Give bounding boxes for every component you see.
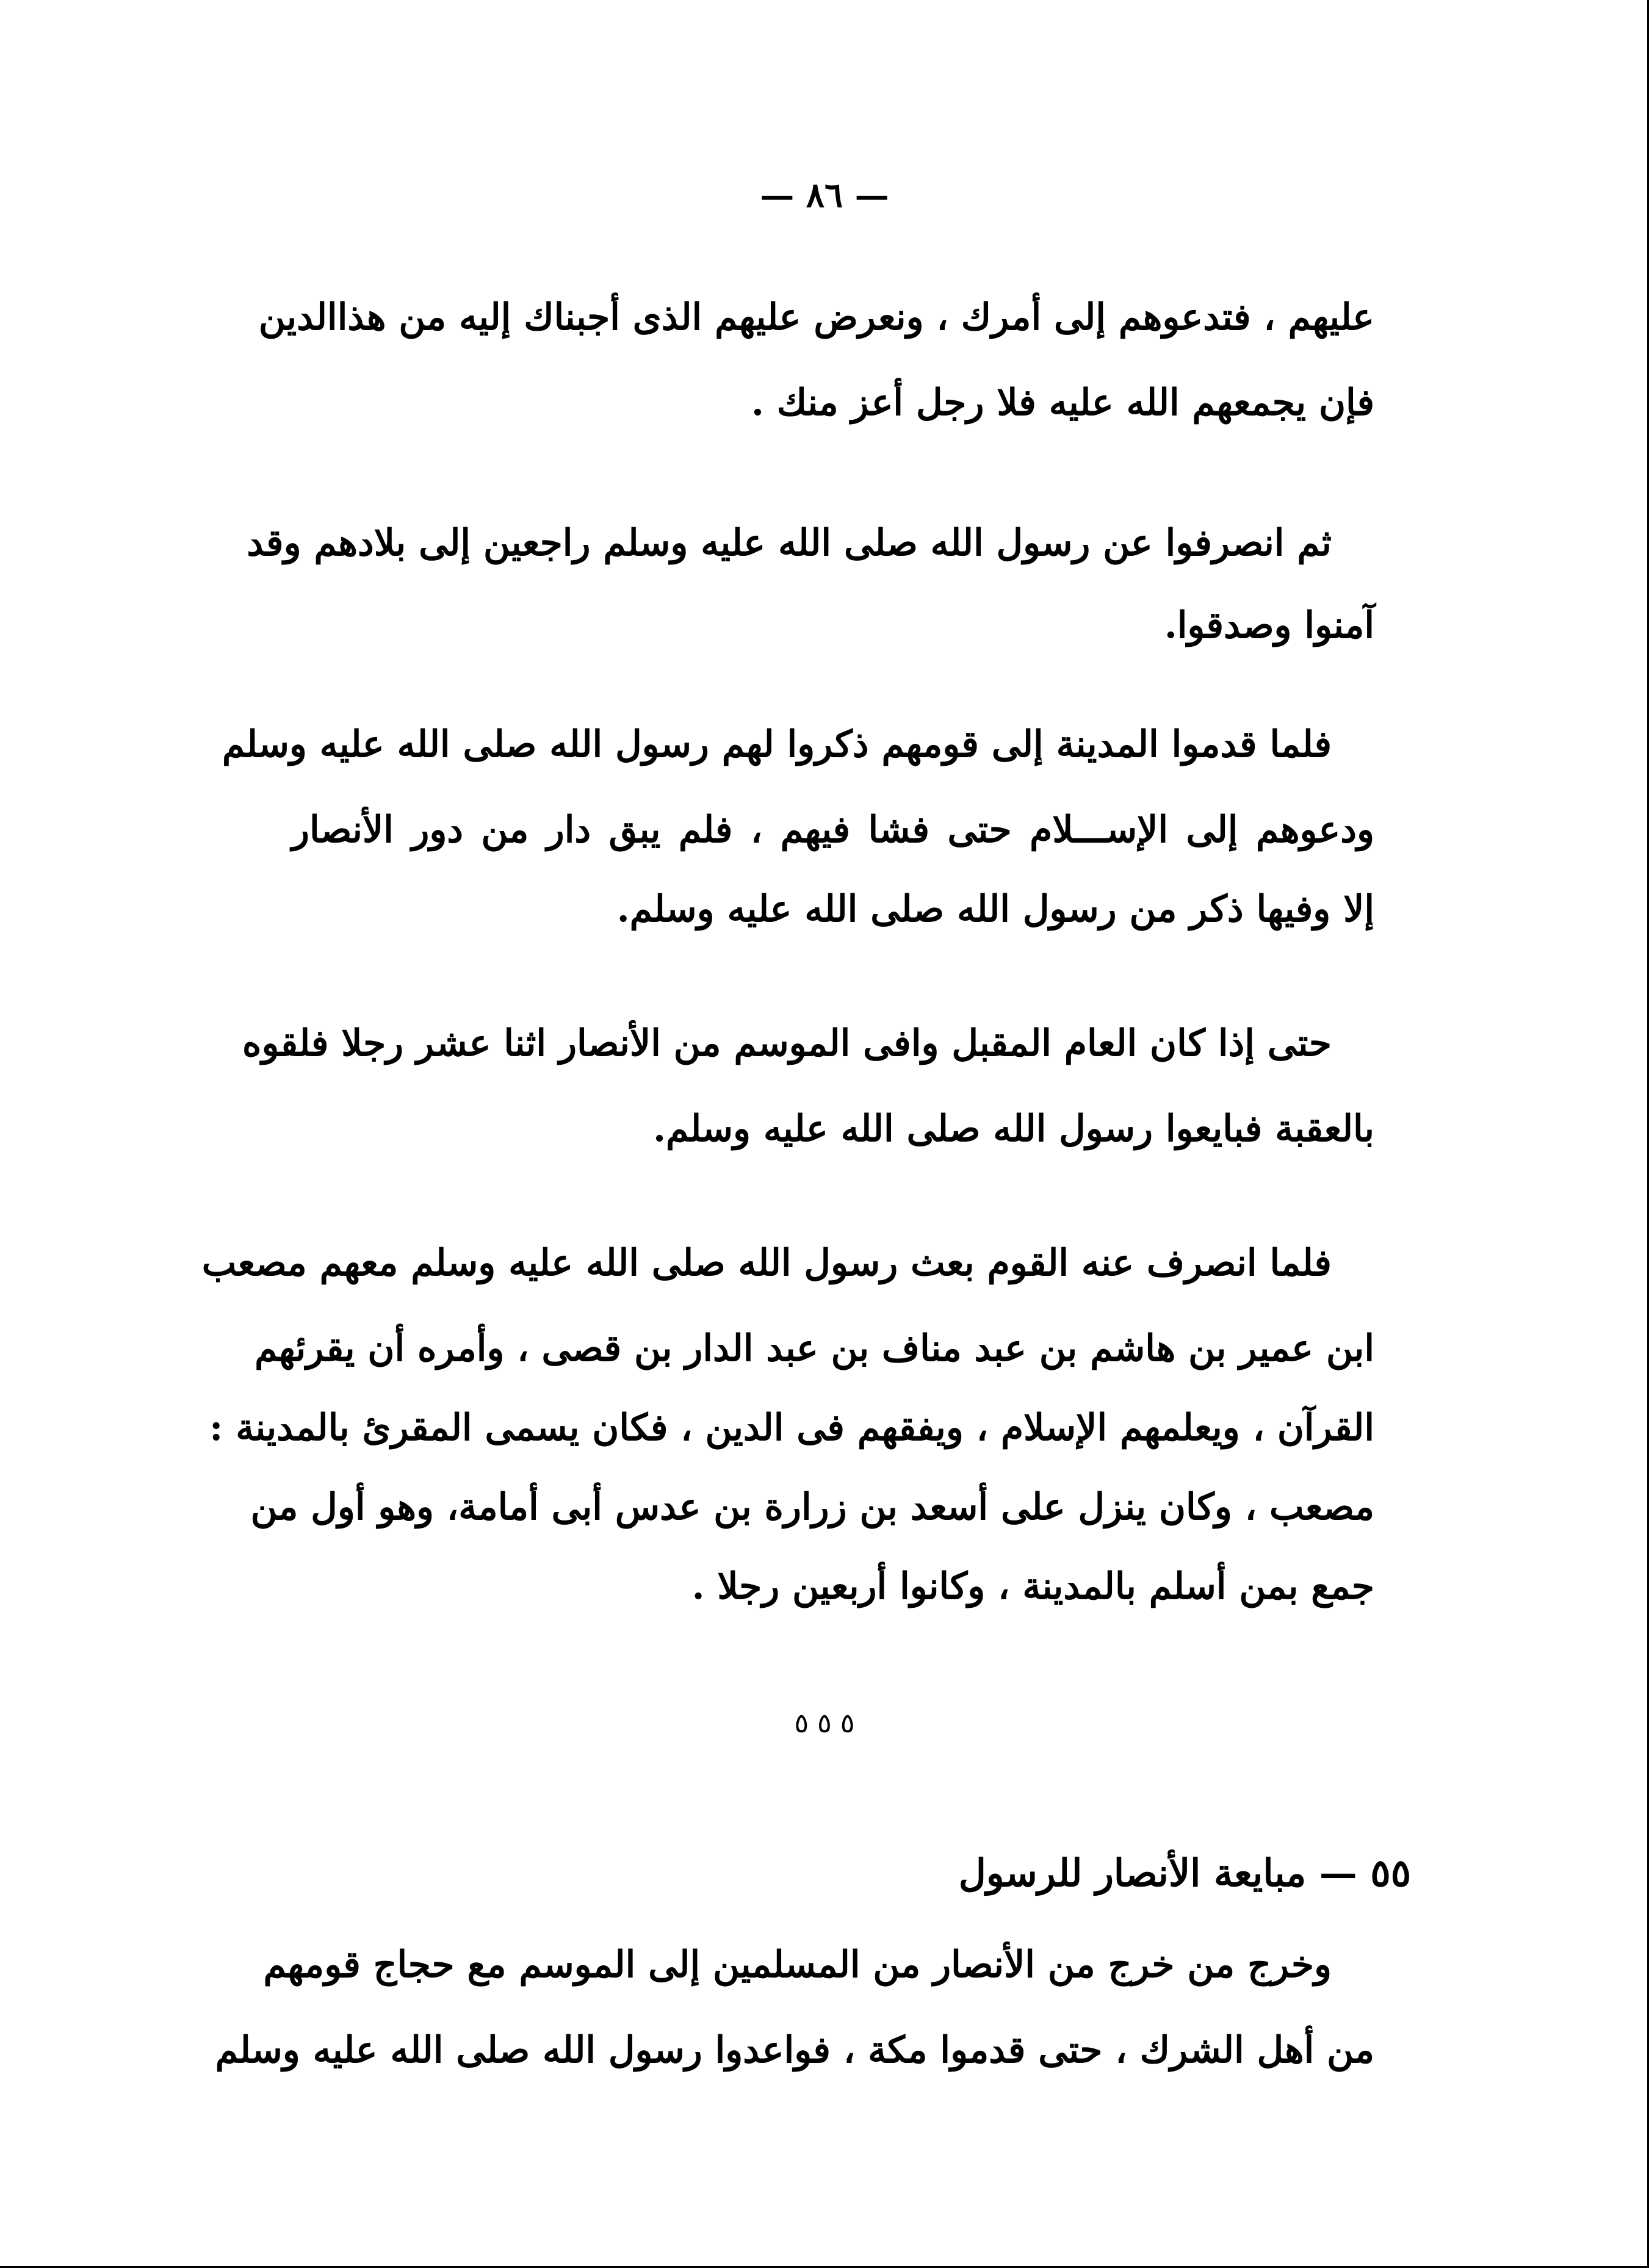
paragraph-1-line-2: فإن يجمعهم الله عليه فلا رجل أعز منك . — [751, 381, 1374, 424]
paragraph-3-line-2: ودعوهم إلى الإســـلام حتى فشا فيهم ، فلم يبق دار من دور الأنصار — [292, 808, 1374, 851]
paragraph-1-line-1: عليهم ، فتدعوهم إلى أمرك ، ونعرض عليهم الذى أجبناك إليه من هذاالدين — [258, 296, 1374, 339]
page-number: — ٨٦ — — [760, 175, 889, 215]
paragraph-2-line-2: آمنوا وصدقوا. — [1164, 604, 1374, 647]
section-separator: ٥ ٥ ٥ — [794, 1708, 855, 1739]
paragraph-3-line-3: إلا وفيها ذكر من رسول الله صلى الله عليه وسلم. — [616, 888, 1374, 931]
section-line-2: من أهل الشرك ، حتى قدموا مكة ، فواعدوا رسول الله صلى الله عليه وسلم — [215, 2029, 1374, 2072]
paragraph-5-line-1: فلما انصرف عنه القوم بعث رسول الله صلى الله عليه وسلم معهم مصعب — [201, 1242, 1332, 1284]
paragraph-5-line-2: ابن عمير بن هاشم بن عبد مناف بن عبد الدار بن قصى ، وأمره أن يقرئهم — [254, 1327, 1374, 1370]
paragraph-2-line-1: ثم انصرفوا عن رسول الله صلى الله عليه وسلم راجعين إلى بلادهم وقد — [247, 522, 1332, 564]
paragraph-4-line-1: حتى إذا كان العام المقبل وافى الموسم من الأنصار اثنا عشر رجلا فلقوه — [242, 1022, 1332, 1065]
paragraph-3-line-1: فلما قدموا المدينة إلى قومهم ذكروا لهم رسول الله صلى الله عليه وسلم — [222, 723, 1332, 766]
section-line-1: وخرج من خرج من الأنصار من المسلمين إلى الموسم مع حجاج قومهم — [263, 1943, 1332, 1986]
paragraph-5-line-4: مصعب ، وكان ينزل على أسعد بن زرارة بن عدس أبى أمامة، وهو أول من — [250, 1486, 1374, 1528]
paragraph-5-line-5: جمع بمن أسلم بالمدينة ، وكانوا أربعين رجلا . — [691, 1565, 1374, 1608]
paragraph-4-line-2: بالعقبة فبايعوا رسول الله صلى الله عليه وسلم. — [653, 1107, 1374, 1150]
section-heading: ٥٥ — مبايعة الأنصار للرسول — [958, 1851, 1411, 1895]
paragraph-5-line-3: القرآن ، ويعلمهم الإسلام ، ويفقهم فى الدين ، فكان يسمى المقرئ بالمدينة : — [209, 1406, 1374, 1449]
